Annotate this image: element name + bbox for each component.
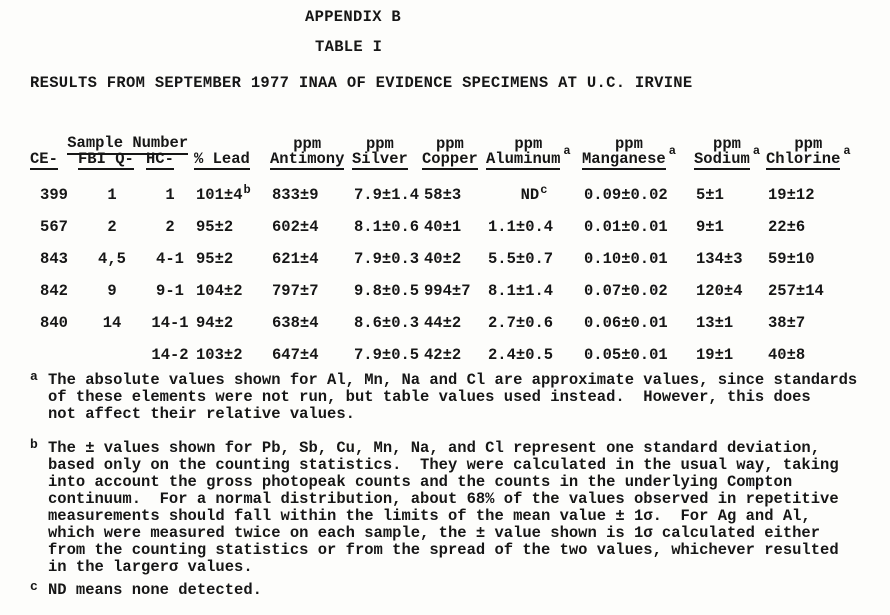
table-cell [352,346,422,364]
table-cell [582,314,694,332]
table-cell [146,314,194,332]
table-cell [194,346,270,364]
column-unit-label: ppm [794,135,823,153]
table-cell [694,250,766,268]
footnote-marker: b [30,437,38,452]
cell-value: 842 [40,282,68,300]
footnote-text [48,372,857,423]
column-name-label: CE- [30,150,58,168]
table-cell [766,314,860,332]
table-cell [694,346,766,364]
table-cell [422,314,486,332]
table-cell [766,218,860,236]
table-cell [766,186,860,204]
table-cell [270,346,352,364]
table-cell [146,250,194,268]
table-cell [352,282,422,300]
footnote-line: ND means none detected. [48,581,262,599]
table-cell [422,282,486,300]
cell-value: 994±7 [424,282,471,300]
footnote-marker: a [30,369,38,384]
table-cell [352,314,422,332]
table-cell [422,218,486,236]
table-cell [146,186,194,204]
footnote-c [30,579,262,599]
cell-value: 19±12 [768,186,815,204]
table-cell [30,250,78,268]
cell-value: 9.8±0.5 [354,282,420,300]
cell-value: 40±8 [768,346,806,364]
cell-value: 14 [102,314,122,332]
table-cell [486,183,582,204]
cell-value: 0.10±0.01 [584,250,668,268]
cell-value: 7.9±1.4 [354,186,420,204]
footnote-line: The absolute values shown for Al, Mn, Na and Cl are approximate values, since standards [48,371,858,389]
cell-value: 647±4 [272,346,319,364]
cell-value: 7.9±0.5 [354,346,420,364]
table-cell [270,186,352,204]
table-cell [582,250,694,268]
table-cell [582,346,694,364]
cell-value: 40±2 [424,250,462,268]
cell-footnote-ref: b [243,183,251,197]
column-name-label: Sodium [694,150,750,168]
document-subtitle: RESULTS FROM SEPTEMBER 1977 INAA OF EVIDENCE SPECIMENS AT U.C. IRVINE [30,74,693,92]
cell-value: 5.5±0.7 [488,250,554,268]
cell-value: 0.05±0.01 [584,346,668,364]
table-cell [30,186,78,204]
appendix-title: APPENDIX B [305,8,402,26]
table-cell [694,218,766,236]
cell-value: 1 [107,186,117,204]
cell-value: 2.7±0.6 [488,314,554,332]
cell-value: 840 [40,314,68,332]
footnote-line: into account the gross photopeak counts and the counts in the underlying Compton [48,473,793,491]
cell-value: 95±2 [196,250,234,268]
column-footnote-ref: a [843,144,851,158]
table-cell [766,282,860,300]
cell-value: 44±2 [424,314,462,332]
cell-value: 94±2 [196,314,234,332]
table-cell [422,186,486,204]
cell-value: 9 [107,282,117,300]
footnote-line: of these elements were not run, but table values used instead. However, this does [48,388,811,406]
table-cell [194,218,270,236]
cell-value: 843 [40,250,68,268]
table-cell [270,314,352,332]
cell-value: 14-2 [151,346,189,364]
table-cell [30,218,78,236]
cell-value: 797±7 [272,282,319,300]
cell-value: 9±1 [696,218,724,236]
table-row [30,218,860,250]
column-unit-label: ppm [365,135,394,153]
cell-value: 59±10 [768,250,815,268]
cell-value: 22±6 [768,218,806,236]
table-cell [422,250,486,268]
footnote-line: in the largerσ values. [48,558,253,576]
column-name-label: Chlorine [766,150,841,168]
cell-value: 2 [165,218,175,236]
footnote-line: The ± values shown for Pb, Sb, Cu, Mn, Na, and Cl represent one standard deviation, [48,439,821,457]
cell-value: 638±4 [272,314,319,332]
table-cell [766,250,860,268]
column-unit-label: ppm [713,135,741,153]
column-header-aluminum [486,136,582,169]
table-row [30,250,860,282]
cell-value: 1.1±0.4 [488,218,554,236]
table-body [30,183,860,378]
cell-value: 134±3 [696,250,743,268]
table-cell [270,218,352,236]
column-header-fbi-q [78,136,146,169]
table-cell [582,218,694,236]
table-cell [422,346,486,364]
column-name-label: Copper [422,150,478,168]
table-row [30,314,860,346]
column-name-label: Aluminum [486,150,561,168]
column-name-label: HC- [146,150,174,168]
column-header-hc [146,136,194,169]
cell-value: ND [520,186,540,204]
table-cell [352,218,422,236]
cell-value: 567 [40,218,68,236]
table-cell [194,183,270,204]
footnote-line: not affect their relative values. [48,405,355,423]
column-header-lead [194,136,270,169]
cell-value: 2.4±0.5 [488,346,554,364]
cell-value: 621±4 [272,250,319,268]
table-cell [78,218,146,236]
column-header-manganese [582,136,694,169]
cell-value: 7.9±0.3 [354,250,420,268]
column-name-label: Antimony [270,150,345,168]
column-name-label: % Lead [194,150,250,168]
cell-value: 4-1 [156,250,184,268]
footnote-line: which were measured twice on each sample, the ± value shown is 1σ calculated either [48,524,821,542]
column-header-silver [352,136,422,169]
column-header-copper [422,136,486,169]
column-name-label: Manganese [582,150,666,168]
table-cell [30,282,78,300]
table-cell [194,282,270,300]
cell-value: 9-1 [156,282,184,300]
cell-value: 42±2 [424,346,462,364]
table-cell [78,282,146,300]
table-cell [694,282,766,300]
cell-value: 399 [40,186,68,204]
footnote-a [30,369,858,423]
table-cell [78,250,146,268]
table-cell [486,314,582,332]
table-cell [270,282,352,300]
column-footnote-ref: a [563,144,571,158]
table-cell [146,218,194,236]
table-cell [486,250,582,268]
table-cell [78,314,146,332]
table-cell [352,186,422,204]
cell-value: 19±1 [696,346,734,364]
cell-value: 40±1 [424,218,462,236]
table-cell [194,314,270,332]
cell-value: 2 [107,218,117,236]
column-header-sodium [694,136,766,169]
table-header-row [30,136,860,169]
column-footnote-ref: a [752,144,761,158]
table-cell [486,346,582,364]
table-cell [146,282,194,300]
column-footnote-ref: a [668,144,676,158]
cell-value: 14-1 [151,314,189,332]
table-cell [582,186,694,204]
cell-value: 8.1±1.4 [488,282,554,300]
cell-value: 58±3 [424,186,462,204]
table-row [30,183,860,218]
column-unit-label: ppm [435,135,464,153]
cell-value: 95±2 [196,218,234,236]
cell-value: 5±1 [696,186,724,204]
cell-value: 120±4 [696,282,743,300]
table-cell [766,346,860,364]
footnote-line: based only on the counting statistics. They were calculated in the usual way, taking [48,456,839,474]
cell-value: 13±1 [696,314,734,332]
cell-value: 0.06±0.01 [584,314,668,332]
cell-value: 101±4 [196,186,243,204]
column-header-chlorine [766,136,860,169]
cell-value: 104±2 [196,282,243,300]
table-cell [270,250,352,268]
column-name-label: Silver [352,150,408,168]
table-cell [582,282,694,300]
footnote-text [48,440,839,576]
cell-value: 833±9 [272,186,319,204]
cell-value: 8.1±0.6 [354,218,420,236]
cell-value: 0.07±0.02 [584,282,668,300]
table-cell [694,314,766,332]
table-cell [694,186,766,204]
footnote-marker: c [30,579,38,594]
cell-value: 257±14 [768,282,824,300]
cell-value: 38±7 [768,314,806,332]
footnote-b [30,437,839,576]
cell-value: 103±2 [196,346,243,364]
footnote-text [48,582,262,599]
column-header-ce [30,136,78,169]
cell-value: 1 [165,186,175,204]
table-cell [146,346,194,364]
table-cell [30,314,78,332]
column-unit-label: ppm [293,135,322,153]
sample-number-group-header: Sample Number [30,116,188,173]
cell-value: 8.6±0.3 [354,314,420,332]
results-table [30,136,860,378]
table-cell [352,250,422,268]
footnote-line: measurements should fall within the limits of the mean value ± 1σ. For Ag and Al, [48,507,811,525]
cell-value: 0.09±0.02 [584,186,668,204]
cell-value: 602±4 [272,218,319,236]
footnote-line: continuum. For a normal distribution, about 68% of the values observed in repetitive [48,490,839,508]
cell-value: 4,5 [98,250,126,268]
table-title: TABLE I [315,38,383,56]
column-header-antimony [270,136,352,169]
cell-value: 0.01±0.01 [584,218,668,236]
table-row [30,282,860,314]
table-cell [486,282,582,300]
column-name-label: FBI Q- [78,150,134,168]
cell-footnote-ref: c [540,183,548,197]
table-cell [486,218,582,236]
column-unit-label: ppm [615,135,643,153]
table-cell [78,186,146,204]
column-unit-label: ppm [514,135,543,153]
footnote-line: from the counting statistics or from the spread of the two values, whichever resulted [48,541,839,559]
table-cell [194,250,270,268]
